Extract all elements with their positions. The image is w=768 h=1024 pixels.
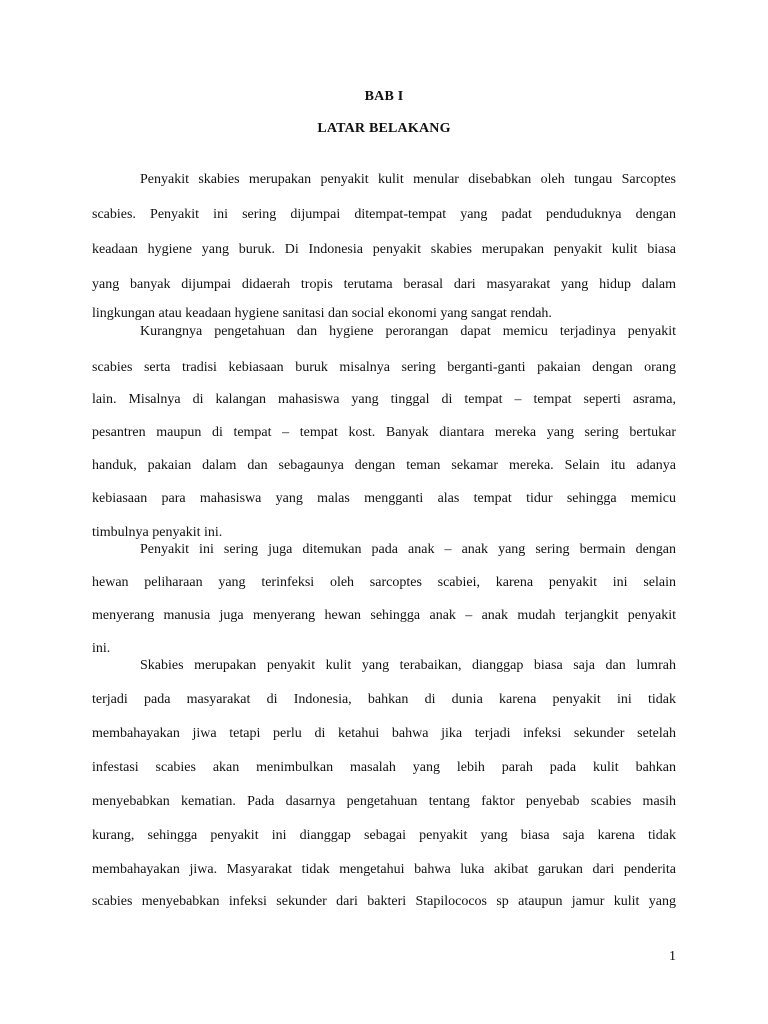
text-line: Kurangnya pengetahuan dan hygiene perorangan dapat memicu terjadinya penyakit bbox=[140, 324, 676, 339]
text-line: hewan peliharaan yang terinfeksi oleh sarcoptes scabiei, karena penyakit ini selain bbox=[92, 575, 676, 590]
chapter-heading: BAB I bbox=[364, 89, 404, 104]
section-title: LATAR BELAKANG bbox=[317, 121, 451, 136]
text-line: menyerang manusia juga menyerang hewan sehingga anak – anak mudah terjangkit penyakit bbox=[92, 608, 676, 623]
text-line: Penyakit ini sering juga ditemukan pada anak – anak yang sering bermain dengan bbox=[140, 542, 676, 557]
text-line: terjadi pada masyarakat di Indonesia, bahkan di dunia karena penyakit ini tidak bbox=[92, 692, 676, 707]
text-line: scabies serta tradisi kebiasaan buruk misalnya sering berganti-ganti pakaian dengan orang bbox=[92, 360, 676, 375]
text-line: lingkungan atau keadaan hygiene sanitasi dan social ekonomi yang sangat rendah. bbox=[92, 306, 552, 321]
text-line: timbulnya penyakit ini. bbox=[92, 525, 223, 540]
text-line: kebiasaan para mahasiswa yang malas mengganti alas tempat tidur sehingga memicu bbox=[92, 491, 676, 506]
text-line: scabies. Penyakit ini sering dijumpai ditempat-tempat yang padat penduduknya dengan bbox=[92, 207, 676, 222]
text-line: membahayakan jiwa tetapi perlu di ketahui bahwa jika terjadi infeksi sekunder setelah bbox=[92, 726, 676, 741]
text-line: yang banyak dijumpai didaerah tropis terutama berasal dari masyarakat yang hidup dalam bbox=[92, 277, 676, 292]
text-line: keadaan hygiene yang buruk. Di Indonesia penyakit skabies merupakan penyakit kulit biasa bbox=[92, 242, 676, 257]
text-line: scabies menyebabkan infeksi sekunder dari bakteri Stapilococos sp ataupun jamur kulit yang bbox=[92, 894, 676, 909]
text-line: pesantren maupun di tempat – tempat kost. Banyak diantara mereka yang sering bertukar bbox=[92, 425, 676, 440]
text-line: Penyakit skabies merupakan penyakit kulit menular disebabkan oleh tungau Sarcoptes bbox=[140, 172, 676, 187]
text-line: ini. bbox=[92, 641, 111, 656]
text-line: menyebabkan kematian. Pada dasarnya pengetahuan tentang faktor penyebab scabies masih bbox=[92, 794, 676, 809]
text-line: kurang, sehingga penyakit ini dianggap sebagai penyakit yang biasa saja karena tidak bbox=[92, 828, 676, 843]
text-line: Skabies merupakan penyakit kulit yang terabaikan, dianggap biasa saja dan lumrah bbox=[140, 658, 676, 673]
text-line: membahayakan jiwa. Masyarakat tidak mengetahui bahwa luka akibat garukan dari penderita bbox=[92, 862, 676, 877]
text-line: infestasi scabies akan menimbulkan masalah yang lebih parah pada kulit bahkan bbox=[92, 760, 676, 775]
text-line: handuk, pakaian dalam dan sebagaunya dengan teman sekamar mereka. Selain itu adanya bbox=[92, 458, 676, 473]
page-number: 1 bbox=[669, 949, 676, 964]
text-line: lain. Misalnya di kalangan mahasiswa yang tinggal di tempat – tempat seperti asrama, bbox=[92, 392, 676, 407]
